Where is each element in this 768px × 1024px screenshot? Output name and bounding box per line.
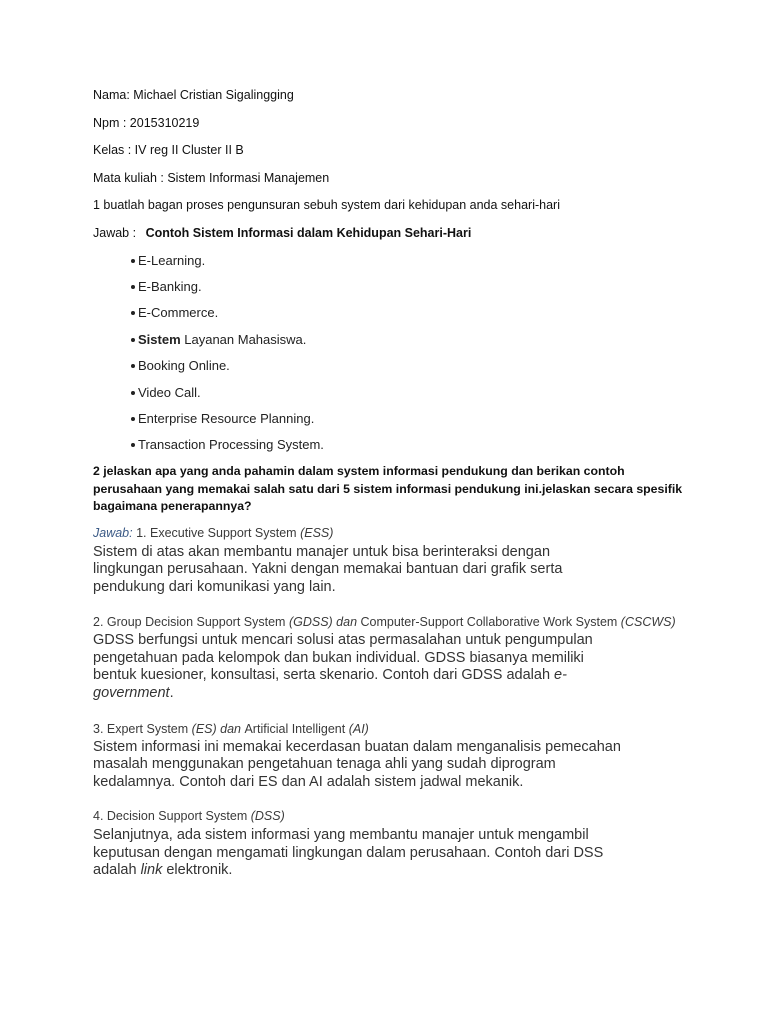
bullet-icon [131,417,135,421]
answer-item-body: Sistem di atas akan membantu manajer untuk bisa berinteraksi dengan [93,544,551,560]
question-2-line: bagaimana penerapannya? [93,499,252,513]
list-item: Sistem Layanan Mahasiswa. [131,332,306,347]
bullet-icon [131,443,135,447]
answer-item-heading: 3. Expert System (ES) dan Artificial Intelligent (AI) [93,722,369,736]
answer-prefix: Jawab : [93,226,137,240]
answer-item-heading: Jawab: 1. Executive Support System (ESS) [93,526,334,540]
answer-item-body: masalah menggunakan pengetahuan tenaga ahli yang sudah diprogram [93,756,556,772]
answer-item-body: Selanjutnya, ada sistem informasi yang membantu manajer untuk mengambil [93,827,589,843]
list-item: Booking Online. [131,358,230,373]
course-name: Mata kuliah : Sistem Informasi Manajemen [93,171,330,185]
question-2-line: perusahaan yang memakai salah satu dari 5 sistem informasi pendukung ini.jelaskan secara spesifik [93,482,683,496]
student-npm: Npm : 2015310219 [93,116,200,130]
answer-item-body: government. [93,685,174,701]
bullet-icon [131,338,135,342]
list-item: E-Learning. [131,253,205,268]
bullet-icon [131,259,135,263]
answer-item-body: bentuk kuesioner, konsultasi, serta skenario. Contoh dari GDSS adalah e- [93,667,567,683]
answer-item-heading: 2. Group Decision Support System (GDSS) dan Computer-Support Collaborative Work System (CSCWS) [93,615,676,629]
answer-item-body: kedalamnya. Contoh dari ES dan AI adalah sistem jadwal mekanik. [93,774,524,790]
answer-item-body: GDSS berfungsi untuk mencari solusi atas permasalahan untuk pengumpulan [93,632,593,648]
answer-item-body: Sistem informasi ini memakai kecerdasan buatan dalam menganalisis pemecahan [93,739,621,755]
bullet-icon [131,311,135,315]
list-item: Video Call. [131,385,201,400]
answer-item-body: pendukung dari komunikasi yang lain. [93,579,336,595]
answer-item-body: lingkungan perusahaan. Yakni dengan memakai bantuan dari grafik serta [93,561,563,577]
answer-item-body: pengetahuan pada kelompok dan bukan individual. GDSS biasanya memiliki [93,650,584,666]
list-item: Transaction Processing System. [131,437,324,452]
answer-item-body: keputusan dengan mengamati lingkungan dalam perusahaan. Contoh dari DSS [93,845,604,861]
list-item: E-Banking. [131,279,202,294]
question-2-line: 2 jelaskan apa yang anda pahamin dalam system informasi pendukung dan berikan contoh [93,464,625,478]
answer-1-heading [93,226,471,240]
bullet-icon [131,364,135,368]
student-name: Nama: Michael Cristian Sigalingging [93,88,294,102]
answer-item-heading: 4. Decision Support System (DSS) [93,809,285,823]
answer-item-body: adalah link elektronik. [93,862,233,878]
bullet-icon [131,391,135,395]
jawab-label: Jawab: [93,526,133,540]
answer-title: Contoh Sistem Informasi dalam Kehidupan Sehari-Hari [145,226,472,240]
student-class: Kelas : IV reg II Cluster II B [93,143,244,157]
bullet-icon [131,285,135,289]
list-item: E-Commerce. [131,305,218,320]
list-item: Enterprise Resource Planning. [131,411,314,426]
question-1: 1 buatlah bagan proses pengunsuran sebuh system dari kehidupan anda sehari-hari [93,198,560,212]
